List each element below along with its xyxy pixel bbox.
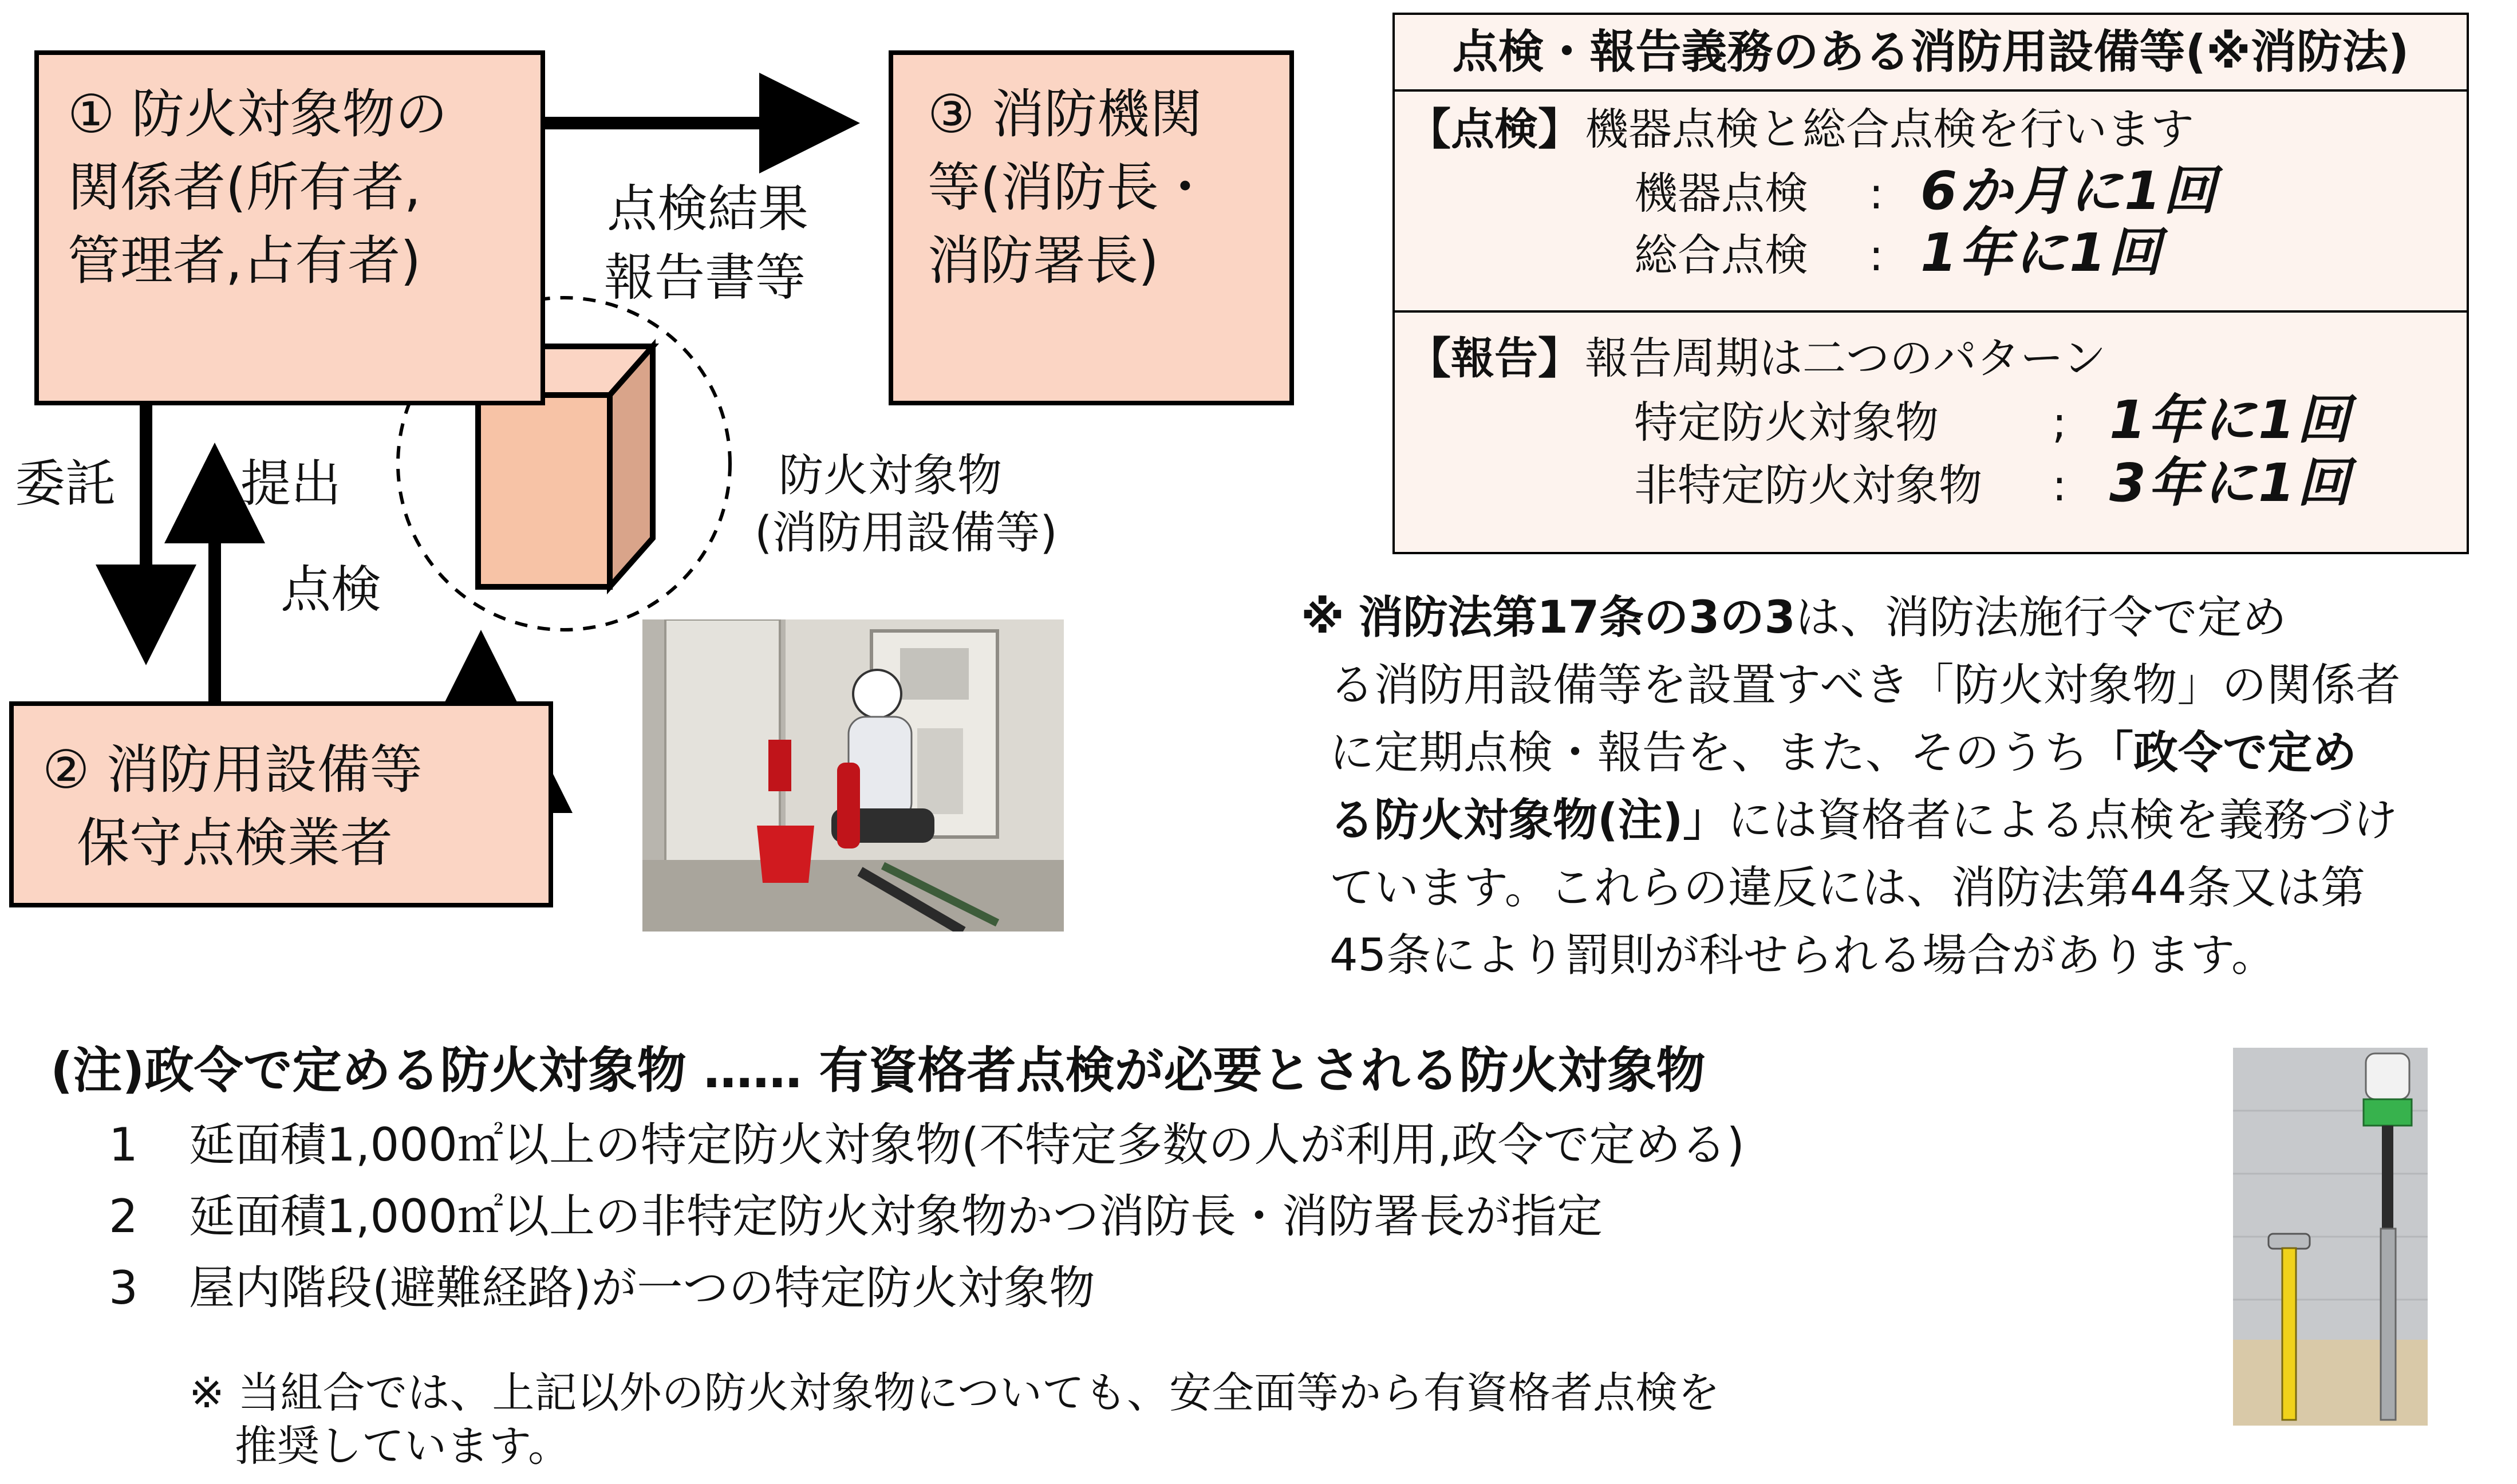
footnote-item-number: 1 <box>109 1118 138 1171</box>
equipment-inspection-label: 機器点検 <box>1634 168 1808 219</box>
note-mark: ※ <box>1301 592 1344 644</box>
footnote-remark-line1: ※ 当組合では、上記以外の防火対象物についても、安全面等から有資格者点検を <box>189 1368 1721 1418</box>
law-note-line <box>1301 922 2509 989</box>
label-report-line2: 報告書等 <box>604 248 806 307</box>
footnote-item-text: 屋内階段(避難経路)が一つの特定防火対象物 <box>189 1261 1095 1315</box>
inspection-photo <box>642 619 1064 932</box>
equipment-inspection-freq: 6か月に1回 <box>1920 160 2219 222</box>
footnote-remark-line2: 推奨しています。 <box>235 1422 571 1471</box>
label-inspect: 点検 <box>281 560 382 619</box>
specific-object-freq: 1年に1回 <box>2109 389 2353 451</box>
law-note-line <box>1301 854 2509 922</box>
law-reference: 消防法第17条の3の3 <box>1358 592 1796 644</box>
box-maintenance-contractor-line: 保守点検業者 <box>77 812 393 874</box>
footnote-item-number: 2 <box>109 1190 138 1243</box>
law-note-line <box>1301 584 2509 652</box>
nonspecific-object-label: 非特定防火対象物 <box>1634 460 1982 511</box>
law-note-line <box>1301 719 2509 787</box>
law-note-text: に定期点検・報告を、また、そのうち <box>1329 727 2089 779</box>
law-note-text: る消防用設備等を設置すべき「防火対象物」の関係者 <box>1329 660 2401 711</box>
footnote-heading: (注)政令で定める防火対象物 …… 有資格者点検が必要とされる防火対象物 <box>50 1042 1706 1099</box>
equipment-inspection-sep: : <box>1869 168 1884 219</box>
box-fire-department-line: ③ 消防機関 <box>928 84 1202 145</box>
label-submit: 提出 <box>240 454 342 513</box>
box-related-parties-line: 関係者(所有者, <box>68 157 421 218</box>
law-note-line <box>1301 787 2509 854</box>
rules-divider <box>1395 310 2467 313</box>
law-note <box>1301 584 2509 989</box>
box-related-parties-line: 管理者,占有者) <box>68 230 421 291</box>
inspection-tag: 【点検】 <box>1407 104 1581 155</box>
law-note-text: ています。これらの違反には、消防法第44条又は第 <box>1329 862 2366 914</box>
detector-tester-photo <box>2233 1048 2428 1426</box>
law-note-emphasis: 「政令で定め <box>2089 727 2357 779</box>
box-fire-department <box>889 50 1294 405</box>
inspection-rules-panel <box>1392 13 2469 554</box>
specific-object-label: 特定防火対象物 <box>1634 397 1939 448</box>
label-entrust: 委託 <box>15 454 116 513</box>
label-object-line2: (消防用設備等) <box>755 507 1058 559</box>
law-note-text: 45条により罰則が科せられる場合があります。 <box>1329 930 2277 981</box>
specific-object-sep: ; <box>2052 397 2067 448</box>
box-maintenance-contractor <box>9 701 553 907</box>
box-maintenance-contractor-line: ② 消防用設備等 <box>42 739 423 800</box>
law-note-text: は、消防法施行令で定め <box>1795 592 2287 644</box>
nonspecific-object-sep: : <box>2052 460 2067 511</box>
box-fire-department-line: 消防署長) <box>928 230 1159 291</box>
rules-title: 点検・報告義務のある消防用設備等(※消防法) <box>1395 15 2467 92</box>
law-note-line <box>1301 652 2509 719</box>
general-inspection-sep: : <box>1869 230 1884 281</box>
footnote-item-text: 延面積1,000㎡以上の特定防火対象物(不特定多数の人が利用,政令で定める) <box>189 1118 1745 1171</box>
report-desc: 報告周期は二つのパターン <box>1585 333 2106 384</box>
law-note-emphasis: る防火対象物(注)」 <box>1329 795 1728 846</box>
box-related-parties <box>34 50 545 405</box>
footnote-item-number: 3 <box>109 1261 138 1315</box>
general-inspection-label: 総合点検 <box>1634 230 1808 281</box>
law-note-text: には資格者による点検を義務づけ <box>1727 795 2398 846</box>
label-report-line1: 点検結果 <box>607 179 809 238</box>
report-tag: 【報告】 <box>1407 333 1581 384</box>
label-object-line1: 防火対象物 <box>779 450 1003 502</box>
general-inspection-freq: 1年に1回 <box>1920 222 2164 283</box>
box-fire-department-line: 等(消防長・ <box>928 157 1212 218</box>
footnote-item-text: 延面積1,000㎡以上の非特定防火対象物かつ消防長・消防署長が指定 <box>189 1190 1603 1243</box>
box-related-parties-line: ① 防火対象物の <box>68 84 448 145</box>
inspection-desc: 機器点検と総合点検を行います <box>1585 104 2194 155</box>
nonspecific-object-freq: 3年に1回 <box>2109 452 2353 514</box>
